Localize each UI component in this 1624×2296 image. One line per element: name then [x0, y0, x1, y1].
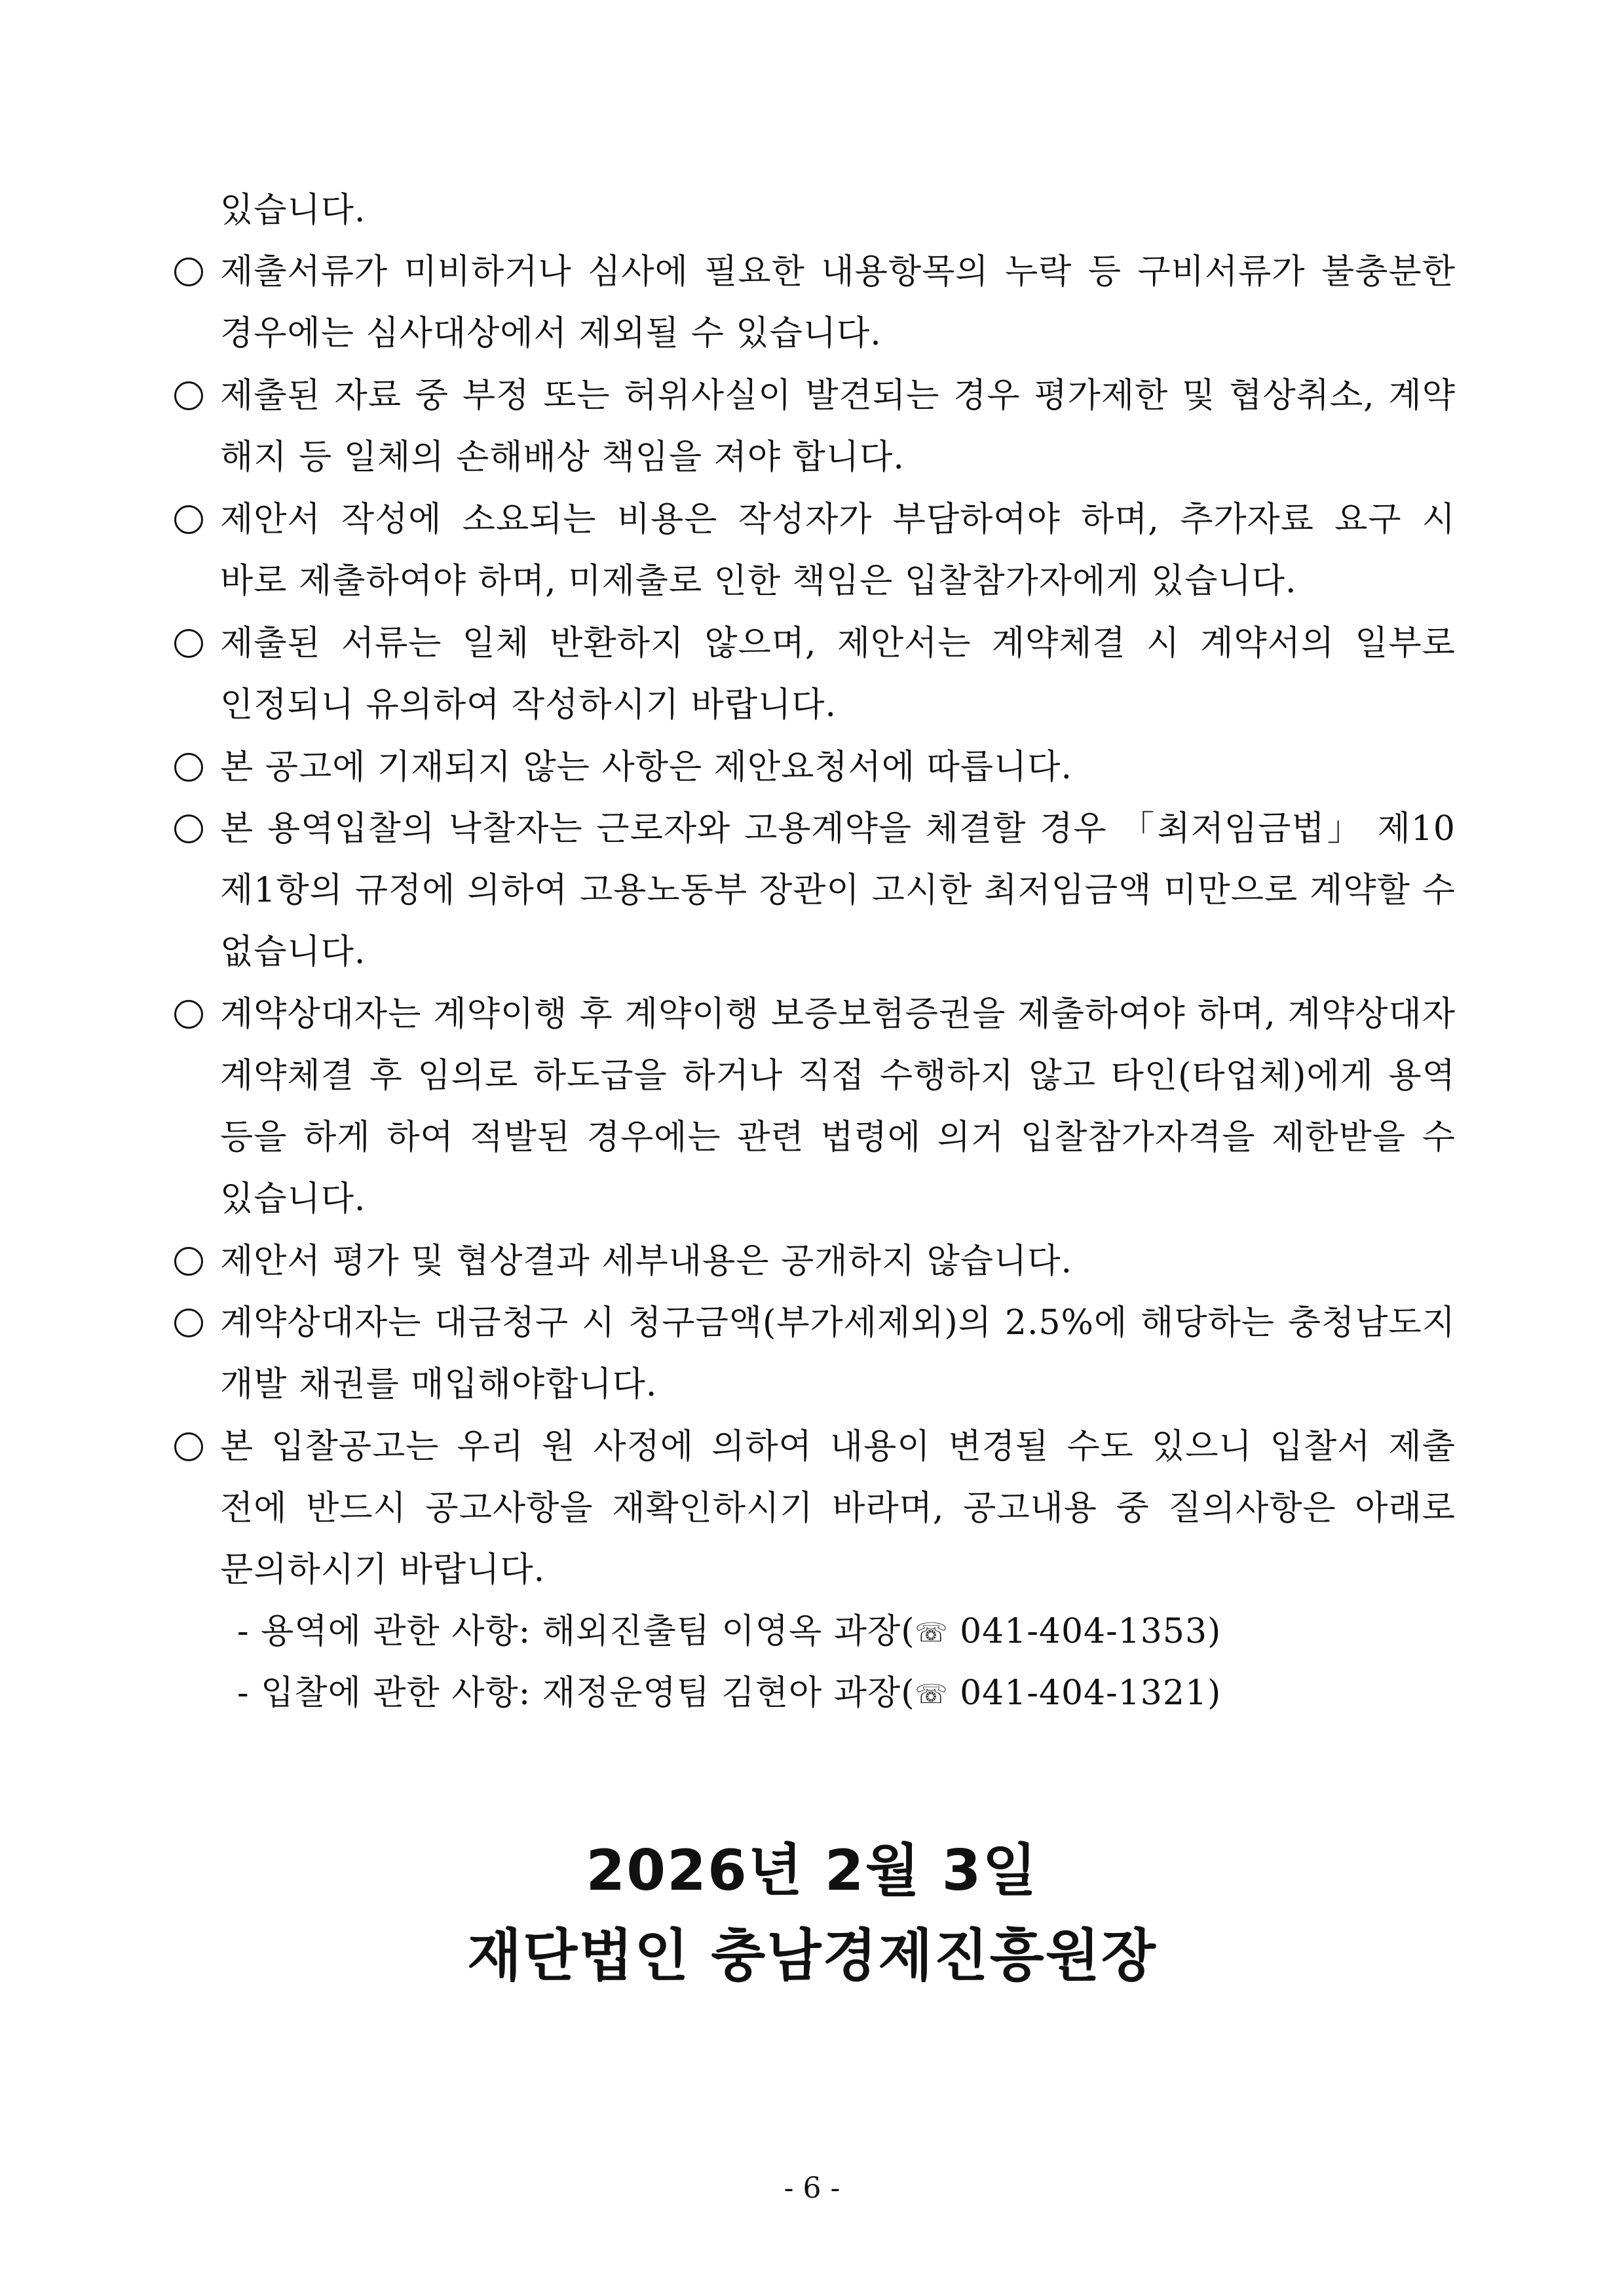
circle-bullet-icon [174, 629, 203, 658]
notice-date: 2026년 2월 3일 [586, 1838, 1038, 1904]
contact-service-phone: 041-404-1353 [960, 1612, 1208, 1651]
telephone-icon: ☏ [915, 1679, 949, 1710]
notice-item-10-line-1: 본 입찰공고는 우리 원 사정에 의하여 내용이 변경될 수도 있으니 입찰서 제출 [220, 1427, 1456, 1466]
circle-bullet-icon [174, 1247, 203, 1276]
circle-bullet-icon [174, 1309, 203, 1337]
circle-bullet-icon [174, 1000, 203, 1029]
notice-item-10-line-3: 문의하시기 바랍니다. [220, 1550, 546, 1590]
page-number: - 6 - [784, 2172, 840, 2205]
circle-bullet-icon [174, 258, 203, 286]
notice-item-4-line-2: 인정되니 유의하여 작성하시기 바랍니다. [220, 685, 837, 725]
circle-bullet-icon [174, 505, 203, 534]
contact-service-label: - 용역에 관한 사항: 해외진출팀 이영옥 과장( [237, 1612, 915, 1651]
notice-item-8-line-1: 제안서 평가 및 협상결과 세부내용은 공개하지 않습니다. [220, 1242, 1073, 1281]
continued-text: 있습니다. [220, 191, 366, 230]
notice-item-9-line-2: 개발 채권를 매입해야합니다. [220, 1365, 658, 1404]
contact-bidding-phone: 041-404-1321 [960, 1674, 1208, 1713]
notice-item-10-line-2: 전에 반드시 공고사항을 재확인하시기 바라며, 공고내용 중 질의사항은 아래로 [220, 1489, 1456, 1528]
notice-item-6-line-3: 없습니다. [220, 932, 366, 972]
notice-item-7-line-2: 계약체결 후 임의로 하도급을 하거나 직접 수행하지 않고 타인(타업체)에게 용역 [220, 1056, 1456, 1096]
notice-item-6-line-1: 본 용역입찰의 낙찰자는 근로자와 고용계약을 체결할 경우 「최저임금법」 제10 [220, 809, 1456, 849]
issuer-name: 재단법인 충남경제진흥원장 [467, 1923, 1157, 1989]
notice-item-3-line-2: 바로 제출하여야 하며, 미제출로 인한 책임은 입찰참가자에게 있습니다. [220, 562, 1297, 601]
notice-item-5-line-1: 본 공고에 기재되지 않는 사항은 제안요청서에 따릅니다. [220, 748, 1073, 787]
notice-item-2-line-2: 해지 등 일체의 손해배상 책임을 져야 합니다. [220, 438, 905, 477]
notice-item-7-line-4: 있습니다. [220, 1179, 366, 1219]
notice-item-1-line-1: 제출서류가 미비하거나 심사에 필요한 내용항목의 누락 등 구비서류가 불충분한 [220, 252, 1456, 292]
contact-bidding-label: - 입찰에 관한 사항: 재정운영팀 김현아 과장( [237, 1674, 915, 1713]
notice-item-6-line-2: 제1항의 규정에 의하여 고용노동부 장관이 고시한 최저임금액 미만으로 계약할 수 [220, 871, 1456, 910]
contact-bidding [237, 1670, 1221, 1717]
circle-bullet-icon [174, 753, 203, 782]
contact-service-close: ) [1207, 1612, 1222, 1651]
notice-item-9-line-1: 계약상대자는 대금청구 시 청구금액(부가세제외)의 2.5%에 해당하는 충청남도지 [220, 1303, 1456, 1343]
contact-service [237, 1609, 1221, 1656]
circle-bullet-icon [174, 1432, 203, 1461]
telephone-icon: ☏ [915, 1618, 949, 1648]
notice-item-4-line-1: 제출된 서류는 일체 반환하지 않으며, 제안서는 계약체결 시 계약서의 일부로 [220, 624, 1456, 663]
notice-item-7-line-1: 계약상대자는 계약이행 후 계약이행 보증보험증권을 제출하여야 하며, 계약상대자 [220, 995, 1456, 1034]
circle-bullet-icon [174, 381, 203, 410]
contact-bidding-close: ) [1207, 1674, 1222, 1713]
circle-bullet-icon [174, 814, 203, 843]
notice-item-2-line-1: 제출된 자료 중 부정 또는 허위사실이 발견되는 경우 평가제한 및 협상취소, 계약 [220, 376, 1456, 415]
notice-item-1-line-2: 경우에는 심사대상에서 제외될 수 있습니다. [220, 314, 882, 353]
notice-item-3-line-1: 제안서 작성에 소요되는 비용은 작성자가 부담하여야 하며, 추가자료 요구 시 [220, 500, 1456, 539]
notice-item-7-line-3: 등을 하게 하여 적발된 경우에는 관련 법령에 의거 입찰참가자격을 제한받을 수 [220, 1118, 1456, 1157]
